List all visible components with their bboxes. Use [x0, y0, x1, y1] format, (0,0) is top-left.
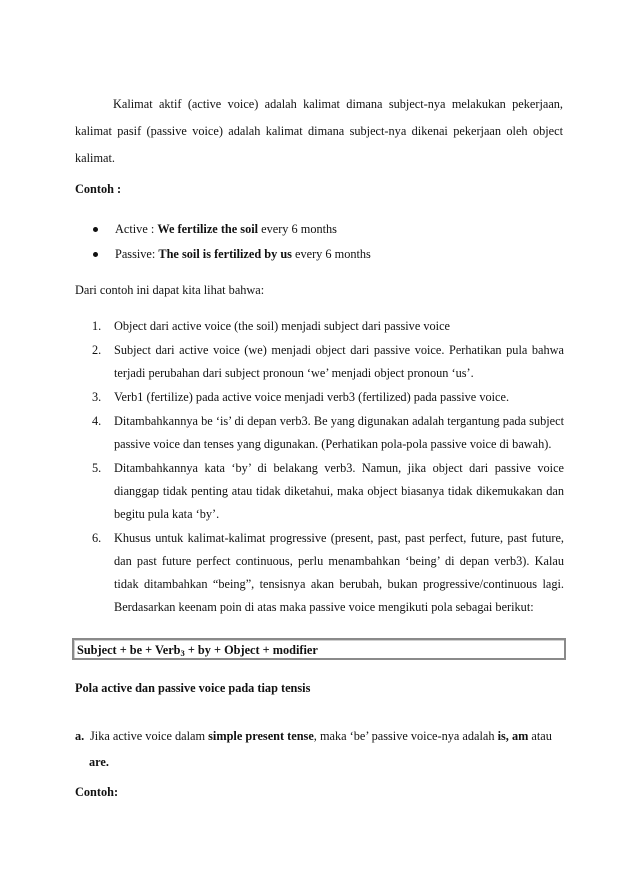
item-letter: a.	[75, 729, 85, 743]
list-item	[92, 339, 564, 385]
be-forms: is, am	[497, 729, 529, 743]
item-text: Object dari active voice (the soil) menjadi subject dari passive voice	[114, 319, 450, 333]
example-label: Passive:	[115, 246, 159, 261]
be-forms-end: are.	[89, 755, 109, 769]
pattern-heading: Pola active dan passive voice pada tiap tensis	[75, 681, 311, 695]
tense-a-continuation	[75, 749, 563, 775]
item-text: Ditambahkannya kata ‘by’ di belakang verb3. Namun, jika object dari passive voice dianggap tidak penting atau tidak diketahui, maka object biasanya tidak dikemukakan dan begitu pula kata ‘by’.	[114, 461, 564, 521]
tense-name: simple present tense	[208, 729, 314, 743]
intro-paragraph: Kalimat aktif (active voice) adalah kalimat dimana subject-nya melakukan pekerjaan, kalimat pasif (passive voice) adalah kalimat dimana subject-nya dikenai pekerjaan oleh object kalimat.	[75, 97, 563, 165]
formula-subscript: 3	[180, 648, 185, 658]
example-suffix: every 6 months	[258, 222, 337, 236]
item-number: 3.	[92, 390, 102, 404]
example-heading: Contoh :	[75, 182, 122, 196]
item-text: Ditambahkannya be ‘is’ di depan verb3. Be yang digunakan adalah tergantung pada subject passive voice dan tenses yang digunakan. (Perhatikan pola-pola passive voice di bawah).	[114, 414, 564, 451]
item-number: 4.	[92, 414, 102, 428]
item-text: Verb1 (fertilize) pada active voice menjadi verb3 (fertilized) pada passive voice.	[114, 390, 510, 404]
item-number: 2.	[92, 343, 102, 357]
item-number: 6.	[92, 531, 102, 545]
example-sentence: We fertilize the soil	[157, 222, 259, 236]
list-item	[92, 457, 564, 526]
example-heading-2: Contoh:	[75, 785, 119, 799]
tense-a-item	[75, 723, 563, 775]
formula-before: Subject + be + Verb	[77, 643, 181, 657]
bullet-icon	[93, 227, 98, 232]
item-text: Subject dari active voice (we) menjadi object dari passive voice. Perhatikan pula bahwa terjadi perubahan dari subject pronoun ‘we’ menjadi object pronoun ‘us’.	[114, 343, 564, 380]
list-item	[92, 386, 564, 409]
list-item	[92, 315, 564, 338]
example-list	[92, 221, 572, 270]
observation-intro: Dari contoh ini dapat kita lihat bahwa:	[75, 283, 265, 297]
list-item	[92, 410, 564, 456]
formula-box	[72, 638, 566, 660]
example-sentence: The soil is fertilized by us	[158, 246, 292, 261]
example-passive	[92, 246, 572, 271]
observation-list	[92, 315, 564, 620]
list-item	[92, 527, 564, 619]
example-suffix: every 6 months	[291, 246, 371, 261]
item-number: 5.	[92, 461, 102, 475]
example-label: Active :	[115, 222, 158, 236]
tense-a-text-3: atau	[528, 729, 552, 743]
bullet-icon	[93, 252, 98, 257]
tense-a-text-2: , maka ‘be’ passive voice-nya adalah	[313, 729, 498, 743]
passive-formula	[77, 642, 318, 662]
formula-after: + by + Object + modifier	[184, 643, 318, 657]
item-number: 1.	[92, 319, 102, 333]
item-text: Khusus untuk kalimat-kalimat progressive (present, past, past perfect, future, past future, dan past future perfect continuous, perlu menambahkan ‘being’ di depan verb3). Kalau tidak ditambahkan “being”, tensisnya akan berubah, bukan progressive/continuous lagi. Berdasarkan keenam poin di atas maka passive voice mengikuti pola sebagai berikut:	[114, 531, 564, 614]
example-active	[92, 221, 572, 246]
tense-a-text: Jika active voice dalam	[90, 729, 209, 743]
